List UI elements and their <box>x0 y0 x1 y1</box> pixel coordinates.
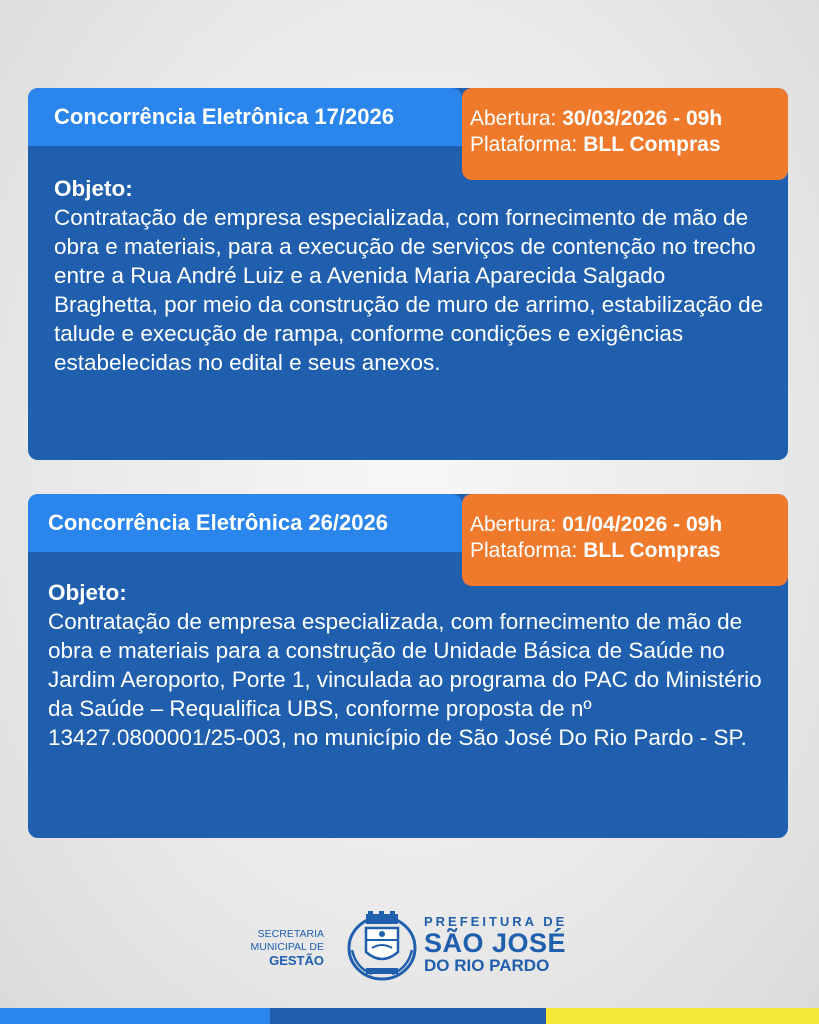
secretaria-line: SECRETARIA <box>257 928 324 940</box>
plataforma-line <box>470 132 788 158</box>
abertura-label: Abertura: <box>470 513 557 536</box>
info-box <box>462 494 788 586</box>
footer <box>0 908 819 988</box>
abertura-line <box>470 106 788 132</box>
objeto-text: Contratação de empresa especializada, com fornecimento de mão de obra e materiais, para a execução de serviços de contenção no trecho entre a Rua André Luiz e a Avenida Maria Aparecida Salgado Braghetta, por meio da construção de muro de arrimo, estabilização de talude e execução de rampa, conforme condições e exigências estabelecidas no edital e seus anexos. <box>54 205 764 375</box>
plataforma-line <box>470 538 788 564</box>
secretaria-line: GESTÃO <box>269 953 324 968</box>
plataforma-label: Plataforma: <box>470 133 578 156</box>
objeto-text: Contratação de empresa especializada, com fornecimento de mão de obra e materiais para a construção de Unidade Básica de Saúde no Jardim Aeroporto, Porte 1, vinculada ao programa do PAC do Ministério da Saúde – Requalifica UBS, conforme proposta de nº 13427.0800001/25-003, no município de São José Do Rio Pardo - SP. <box>48 609 762 750</box>
color-bar-dark-blue <box>270 1008 546 1024</box>
abertura-value: 01/04/2026 - 09h <box>562 513 723 536</box>
info-box <box>462 88 788 180</box>
plataforma-value: BLL Compras <box>583 133 721 156</box>
notice-card-2 <box>28 494 788 838</box>
notice-title: Concorrência Eletrônica 17/2026 <box>28 88 462 146</box>
prefeitura-label <box>424 914 567 975</box>
color-bar-yellow <box>546 1008 819 1024</box>
prefeitura-line: SÃO JOSÉ <box>424 928 567 958</box>
notice-card-1 <box>28 88 788 460</box>
prefeitura-line: DO RIO PARDO <box>424 956 550 975</box>
plataforma-label: Plataforma: <box>470 539 578 562</box>
color-bar-blue <box>0 1008 270 1024</box>
municipal-crest-icon <box>346 910 418 982</box>
objeto-label: Objeto: <box>48 580 127 605</box>
secretaria-line: MUNICIPAL DE <box>250 941 324 953</box>
prefeitura-line: PREFEITURA DE <box>424 914 568 929</box>
objeto-label: Objeto: <box>54 176 133 201</box>
abertura-label: Abertura: <box>470 107 557 130</box>
notice-title: Concorrência Eletrônica 26/2026 <box>28 494 462 552</box>
objeto-section <box>48 578 768 752</box>
secretaria-label <box>230 928 324 967</box>
objeto-section <box>54 174 768 377</box>
abertura-line <box>470 512 788 538</box>
plataforma-value: BLL Compras <box>583 539 721 562</box>
abertura-value: 30/03/2026 - 09h <box>562 107 723 130</box>
